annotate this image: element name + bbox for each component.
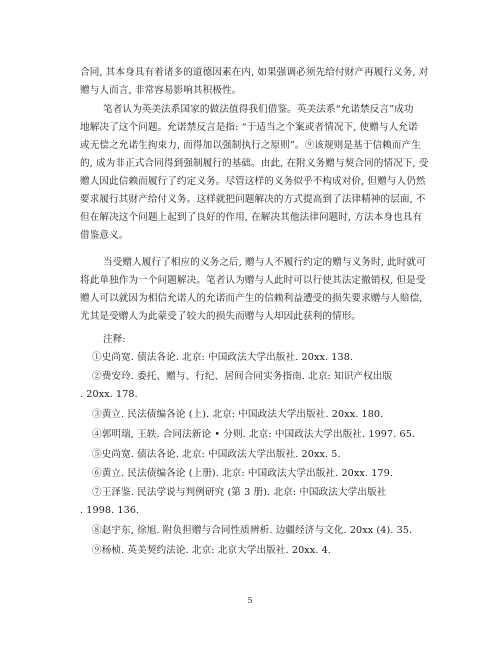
note-item: ⑦王泽鉴. 民法学说与判例研究 (第 3 册). 北京: 中国政法大学出版社 — [92, 487, 387, 498]
note-item: ④郭明瑞, 王轶. 合同法新论 • 分则. 北京: 中国政法大学出版社. 1997. 65. — [92, 429, 416, 440]
text-line: 的, 成为非正式合同得到强制履行的基础。由此, 在附义务赠与契合同的情况下, 受 — [80, 158, 429, 169]
text-line: 笔者认为英美法系国家的做法值得我们借鉴。英美法系“允诺禁反言”成功 — [103, 104, 414, 115]
note-item: ⑨杨桢. 英美契约法论. 北京: 北京大学出版社. 20xx. 4. — [92, 545, 331, 556]
text-line: 当受赠人履行了相应的义务之后, 赠与人不履行约定的赠与义务时, 此时就可 — [103, 257, 426, 268]
notes-heading: 注释: — [103, 334, 126, 345]
note-item: ⑧赵宇东, 徐旭. 附负担赠与合同性质辨析. 边疆经济与文化. 20xx (4). 35. — [92, 525, 413, 536]
note-item: ⑥黄立. 民法债编各论 (上册). 北京: 中国政法大学出版社. 20xx. 179. — [92, 468, 393, 479]
note-item: . 1998. 136. — [80, 505, 140, 516]
text-line: 但在解决这个问题上起到了良好的作用, 在解决其他法律问题时, 方法本身也具有 — [80, 212, 423, 223]
page-number: 5 — [247, 596, 253, 605]
text-line: 赠与人而言, 非常容易影响其积极性。 — [80, 85, 242, 96]
note-item: . 20xx. 178. — [80, 389, 138, 400]
text-line: 或无偿之允诺生拘束力, 而得加以强制执行之原则”。⑨该规则是基于信赖而产生 — [80, 140, 421, 151]
note-item: ②费安玲. 委托、赠与、行纪、居间合同实务指南. 北京: 知识产权出版 — [92, 371, 393, 382]
note-item: ①史尚宽. 债法各论. 北京: 中国政法大学出版社. 20xx. 138. — [92, 352, 354, 363]
note-item: ③黄立. 民法债编各论 (上). 北京: 中国政法大学出版社. 20xx. 180. — [92, 409, 384, 420]
text-line: 赠人因此信赖而履行了约定义务。尽管这样的义务似乎不构成对价, 但赠与人仍然 — [80, 176, 426, 187]
text-line: 要求履行其财产给付义务。这样就把问题解决的方式提高到了法律精神的层面, 不 — [80, 194, 426, 205]
note-item: ⑤史尚宽. 债法各论. 北京: 中国政法大学出版社. 20xx. 5. — [92, 449, 341, 460]
text-line: 尤其是受赠人为此蒙受了较大的损失而赠与人却因此获利的情形。 — [80, 311, 362, 322]
text-line: 赠人可以就因为相信允诺人的允诺而产生的信赖利益遭受的损失要求赠与人赔偿, — [80, 293, 423, 304]
text-line: 借鉴意义。 — [80, 230, 129, 241]
text-line: 将此单独作为一个问题解决。笔者认为赠与人此时可以行使其法定撤销权, 但是受 — [80, 275, 426, 286]
text-line: 合同, 其本身具有着诸多的道德因素在内, 如果强调必须先给付财产再履行义务, 对 — [80, 67, 429, 78]
text-line: 地解决了这个问题。允诺禁反言是指: “于适当之个案或者情况下, 使赠与人允诺 — [80, 122, 418, 133]
